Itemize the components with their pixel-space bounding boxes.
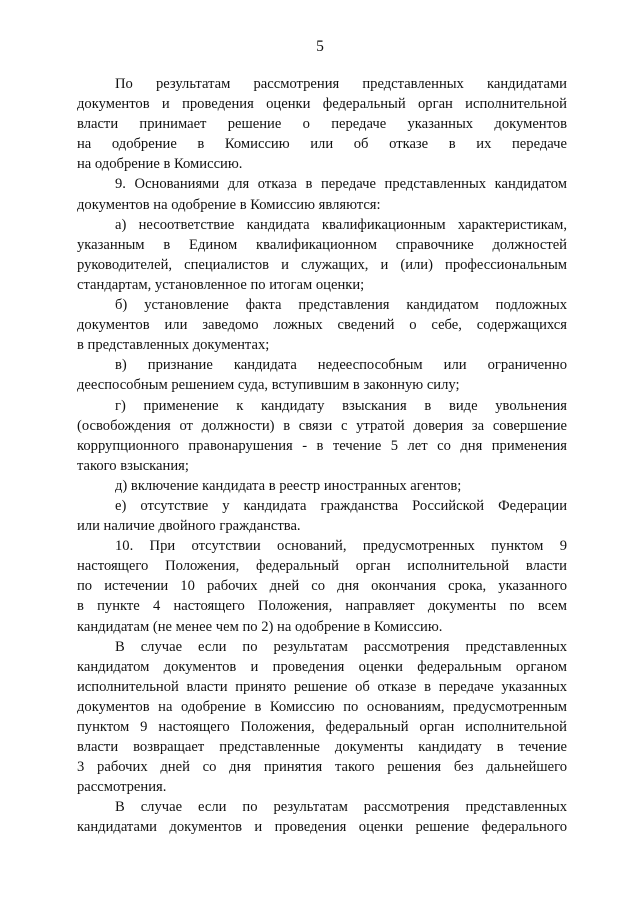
paragraph	[77, 637, 567, 798]
text-line: стандартам, установленное по итогам оценки;	[77, 276, 365, 293]
text-line: 10. При отсутствии оснований, предусмотренных пунктом 9	[115, 538, 567, 555]
text-line: 9. Основаниями для отказа в передаче представленных кандидатом	[115, 176, 567, 193]
page-number: 5	[316, 38, 324, 55]
text-line: в) признание кандидата недееспособным или ограниченно	[115, 357, 567, 374]
text-line: настоящего Положения, федеральный орган исполнительной власти	[77, 558, 567, 575]
text-line: кандидатом документов и проведения оценки федеральным органом	[77, 658, 567, 675]
text-line: документов или заведомо ложных сведений о себе, содержащихся	[77, 317, 567, 334]
paragraph	[77, 536, 567, 636]
text-line: руководителей, специалистов и служащих, и (или) профессиональным	[77, 256, 567, 273]
text-line: в пункте 4 настоящего Положения, направляет документы по всем	[77, 598, 567, 615]
text-line: исполнительной власти принято решение об отказе в передаче указанных	[77, 678, 567, 695]
text-line: рассмотрения.	[77, 779, 167, 796]
paragraph	[77, 215, 567, 295]
text-line: по истечении 10 рабочих дней со дня окончания срока, указанного	[77, 578, 567, 595]
text-line: такого взыскания;	[77, 457, 189, 474]
text-line: г) применение к кандидату взыскания в виде увольнения	[115, 397, 567, 414]
text-line: д) включение кандидата в реестр иностранных агентов;	[115, 477, 462, 494]
text-line: б) установление факта представления кандидатом подложных	[115, 297, 567, 314]
text-line: дееспособным решением суда, вступившим в законную силу;	[77, 377, 460, 394]
text-line: или наличие двойного гражданства.	[77, 518, 301, 535]
paragraph	[77, 396, 567, 476]
text-line: коррупционного правонарушения - в течение 5 лет со дня применения	[77, 437, 567, 454]
text-line: В случае если по результатам рассмотрения представленных	[115, 799, 567, 816]
text-line: власти возвращает представленные документы кандидату в течение	[77, 739, 567, 756]
paragraph	[77, 797, 567, 837]
paragraph	[77, 496, 567, 536]
text-line: кандидатам (не менее чем по 2) на одобрение в Комиссию.	[77, 618, 443, 635]
text-line: кандидатами документов и проведения оценки решение федерального	[77, 819, 567, 836]
paragraph	[77, 476, 567, 496]
text-line: В случае если по результатам рассмотрения представленных	[115, 638, 567, 655]
text-line: е) отсутствие у кандидата гражданства Российской Федерации	[115, 497, 567, 514]
document-body	[77, 74, 567, 838]
text-line: пунктом 9 настоящего Положения, федеральный орган исполнительной	[77, 719, 567, 735]
text-line: на одобрение в Комиссию.	[77, 156, 243, 173]
paragraph	[77, 295, 567, 355]
text-line: на одобрение в Комиссию или об отказе в их передаче	[77, 136, 567, 153]
paragraph	[77, 74, 567, 174]
text-line: в представленных документах;	[77, 337, 270, 354]
text-line: (освобождения от должности) в связи с утратой доверия за совершение	[77, 417, 567, 434]
text-line: документов на одобрение в Комиссию являются:	[77, 196, 381, 213]
text-line: указанным в Едином квалификационном справочнике должностей	[77, 236, 567, 253]
paragraph	[77, 174, 567, 214]
text-line: документов на одобрение в Комиссию по основаниям, предусмотренным	[77, 698, 567, 715]
text-line: документов и проведения оценки федеральный орган исполнительной	[77, 96, 567, 113]
text-line: власти принимает решение о передаче указанных документов	[77, 116, 567, 133]
paragraph	[77, 355, 567, 395]
text-line: 3 рабочих дней со дня принятия такого решения без дальнейшего	[77, 759, 567, 776]
text-line: а) несоответствие кандидата квалификационным характеристикам,	[115, 216, 567, 233]
text-line: По результатам рассмотрения представленных кандидатами	[115, 76, 567, 92]
